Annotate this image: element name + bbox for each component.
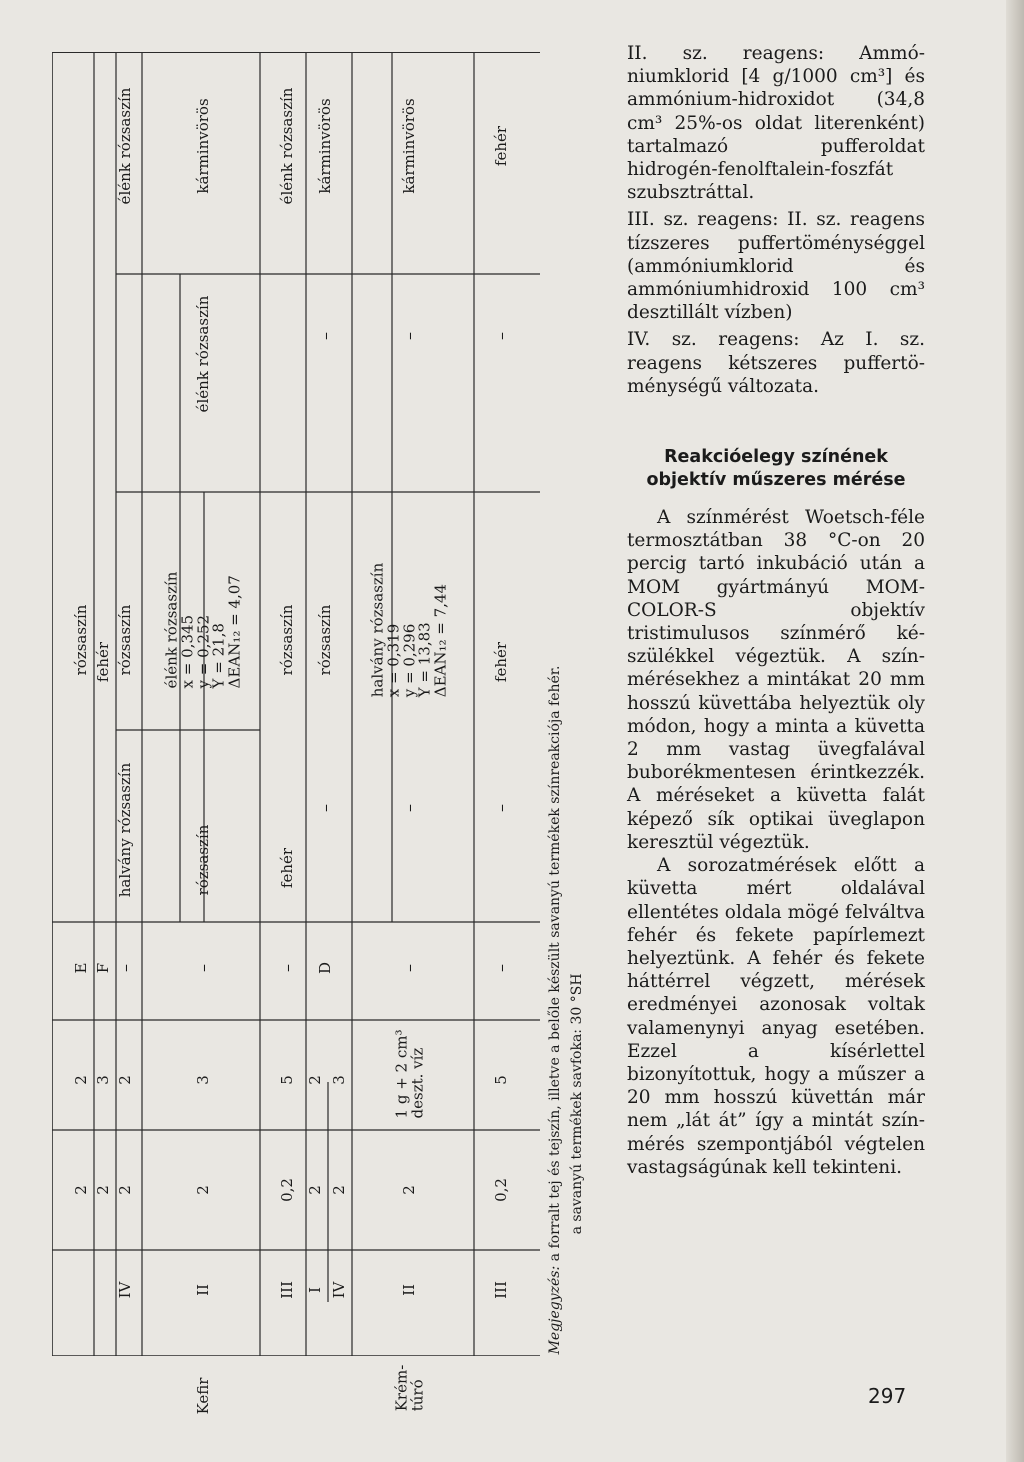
table-cell: E [72, 962, 91, 974]
table-cell: 2 [306, 1185, 325, 1195]
table-cell: 0,2 [278, 1178, 297, 1202]
table-cell: I [306, 1287, 325, 1293]
table-cell: 2 [330, 1185, 349, 1195]
table-cell-line: x = 0,319 [384, 623, 403, 698]
table-cell [394, 1030, 426, 1119]
table-cell: rózsaszín [72, 604, 91, 676]
table-cell: fehér [492, 125, 511, 167]
paragraph-reagent-2: II. sz. reagens: Ammóniumklorid [4 g/1000 cm³] és ammónium-hidroxidot (34,8 cm³ 25%-os oldat literenként) tartalmazó pufferoldat hidrogén-fenolftalein-foszfát szubsztráttal. [627, 43, 925, 204]
table-cell: – [399, 804, 419, 812]
table-cell: D [316, 961, 335, 975]
table-cell: élénk rózsaszín [194, 295, 213, 413]
table-cell: kárminvörös [400, 98, 419, 194]
table-cell: 3 [94, 1075, 113, 1085]
table-cell: IV [330, 1281, 349, 1299]
footnote-line-1: a forralt tej és tejszín, illetve a belőle készült savanyú termékek színreakciója fehér. [547, 665, 563, 1266]
table-cell: – [491, 804, 511, 812]
table-cell [162, 571, 244, 689]
table-cell: 2 [400, 1185, 419, 1195]
table-cell: 5 [492, 1075, 511, 1085]
table-cell: fehér [94, 641, 113, 683]
footnote-label: Megjegyzés: [547, 1265, 563, 1355]
table-cell: IV [116, 1281, 135, 1299]
table-cell: 2 [72, 1075, 91, 1085]
text-column [627, 42, 925, 1179]
table-cell-line: halvány rózsaszín [368, 562, 387, 698]
table-cell-line: ΔEAN₁₂ = 4,07 [225, 575, 244, 689]
table-cell: 2 [94, 1185, 113, 1195]
table-cell: 3 [330, 1075, 349, 1085]
table-cell: – [315, 804, 335, 812]
table-cell: 2 [194, 1185, 213, 1195]
table-cell: III [492, 1281, 511, 1299]
table-cell-line: 1 g + 2 cm³ [392, 1029, 411, 1119]
table-cell: rózsaszín [278, 604, 297, 676]
table-cell: 2 [72, 1185, 91, 1195]
table-cell [368, 562, 450, 698]
table-cell: 2 [116, 1185, 135, 1195]
table-cell: – [193, 964, 213, 972]
table-cell-line: y = 0,296 [400, 623, 419, 698]
table-cell-line: ΔEAN₁₂ = 7,44 [431, 583, 450, 698]
table-cell: halvány rózsaszín [116, 762, 135, 898]
table-cell: – [399, 332, 419, 340]
table-cell: rózsaszín [316, 604, 335, 676]
table-cell: 0,2 [492, 1178, 511, 1202]
table-cell: fehér [492, 641, 511, 683]
table-cell-line: élénk rózsaszín [162, 571, 181, 689]
page-number: 297 [868, 1384, 907, 1408]
table-cell: II [400, 1284, 419, 1296]
table-cell-line: x = 0,345 [178, 614, 197, 689]
table-cell: 2 [306, 1075, 325, 1085]
table-cell [394, 1365, 426, 1412]
table-cell-line: y = 0,252 [194, 614, 213, 689]
table-cell: fehér [278, 847, 297, 889]
footnote-line-2: a savanyú termékek savfoka: 30 °SH [569, 973, 585, 1235]
table-cell: – [277, 964, 297, 972]
paragraph-reagent-3: III. sz. reagens: II. sz. reagens tízszeres puffertöménységgel (ammóniumklorid és ammóniumhidroxid 100 cm³ desztillált vízben) [627, 209, 925, 324]
table-cell: 2 [116, 1075, 135, 1085]
table-cell-line: Y = 21,8 [209, 623, 228, 689]
table-cell-line: túró [408, 1379, 426, 1412]
table-cell: Kefir [194, 1377, 213, 1415]
table-cell: élénk rózsaszín [116, 87, 135, 205]
table-cell: II [194, 1284, 213, 1296]
table-cell: 5 [278, 1075, 297, 1085]
rotated-results-table [52, 52, 540, 1415]
table-cell: F [94, 962, 113, 974]
table-cell: élénk rózsaszín [278, 87, 297, 205]
table-cell: rózsaszín [194, 824, 213, 896]
table-cell: kárminvörös [316, 98, 335, 194]
table-grid [52, 52, 540, 1356]
section-heading: Reakcióelegy színének objektív műszeres mérése [646, 447, 906, 491]
table-cell: – [315, 332, 335, 340]
paragraph-measurement: A színmérést Woetsch-féle termosztátban 38 °C-on 20 percig tartó inkubáció után a MOM gyártmányú MOM-COLOR-S objektív tristimulusos színmérő készülékkel végeztük. A színmérésekhez a mintákat 20 mm hosszú küvettába helyeztük oly módon, hogy a minta a küvetta 2 mm vastag üvegfalával buborékmentesen érintkezzék. A méréseket a küvetta falát képező sík optikai üveglapon keresztül végeztük. [627, 507, 925, 853]
paragraph-series-measurement: A sorozatmérések előtt a küvetta mért oldalával ellentétes oldala mögé felváltva fehér és fekete papírlemezt helyeztünk. A fehér és fekete háttérrel végzett, mérések eredményei azonosak voltak valamenynyi anyag esetében. Ezzel a kísérlettel bizonyítottuk, hogy a műszer a 20 mm hosszú küvettán már nem „lát át” így a mintát színmérés szempontjából végtelen vastagságúnak kell tekinteni. [627, 855, 925, 1178]
table-cell-line: deszt. víz [408, 1047, 426, 1119]
paragraph-reagent-4: IV. sz. reagens: Az I. sz. reagens kétszeres puffertöménységű változata. [627, 329, 925, 397]
table-cell: – [491, 964, 511, 972]
table-cell-line: Krém- [392, 1364, 411, 1412]
table-cell: III [278, 1281, 297, 1299]
table-cell: kárminvörös [194, 98, 213, 194]
page-edge-shadow [1006, 0, 1024, 1462]
table-cell: – [399, 964, 419, 972]
table-cell: rózsaszín [116, 604, 135, 676]
table-cell: – [115, 964, 135, 972]
table-cell-line: Y = 13,83 [415, 622, 434, 698]
table-cell: – [491, 332, 511, 340]
table-cell: 3 [194, 1075, 213, 1085]
